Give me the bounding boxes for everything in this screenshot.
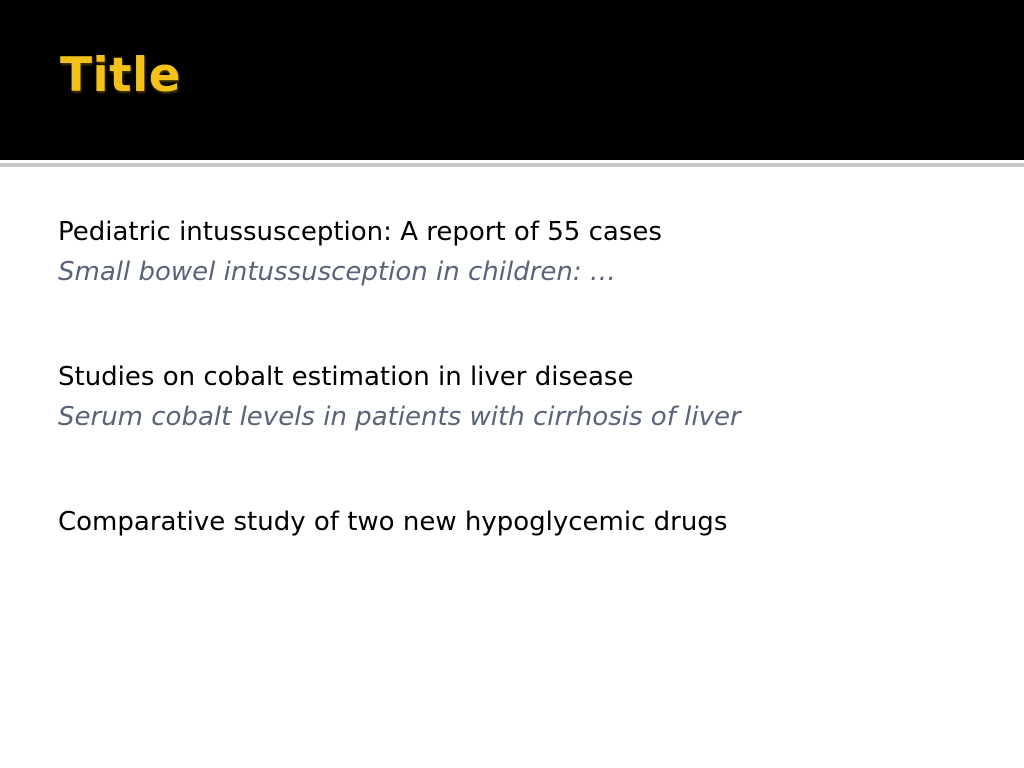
title-pair	[58, 212, 998, 292]
original-title: Comparative study of two new hypoglycemic drugs	[58, 507, 728, 537]
title-pair	[58, 502, 998, 542]
revised-title: Small bowel intussusception in children: …	[58, 257, 616, 287]
revised-title: Serum cobalt levels in patients with cirrhosis of liver	[58, 402, 741, 432]
slide-content	[58, 212, 998, 542]
original-title: Pediatric intussusception: A report of 55 cases	[58, 217, 662, 247]
title-divider-grey	[0, 163, 1024, 167]
slide-title: Title	[60, 48, 182, 103]
title-pair	[58, 357, 998, 437]
title-bar	[0, 0, 1024, 160]
original-title: Studies on cobalt estimation in liver disease	[58, 362, 634, 392]
